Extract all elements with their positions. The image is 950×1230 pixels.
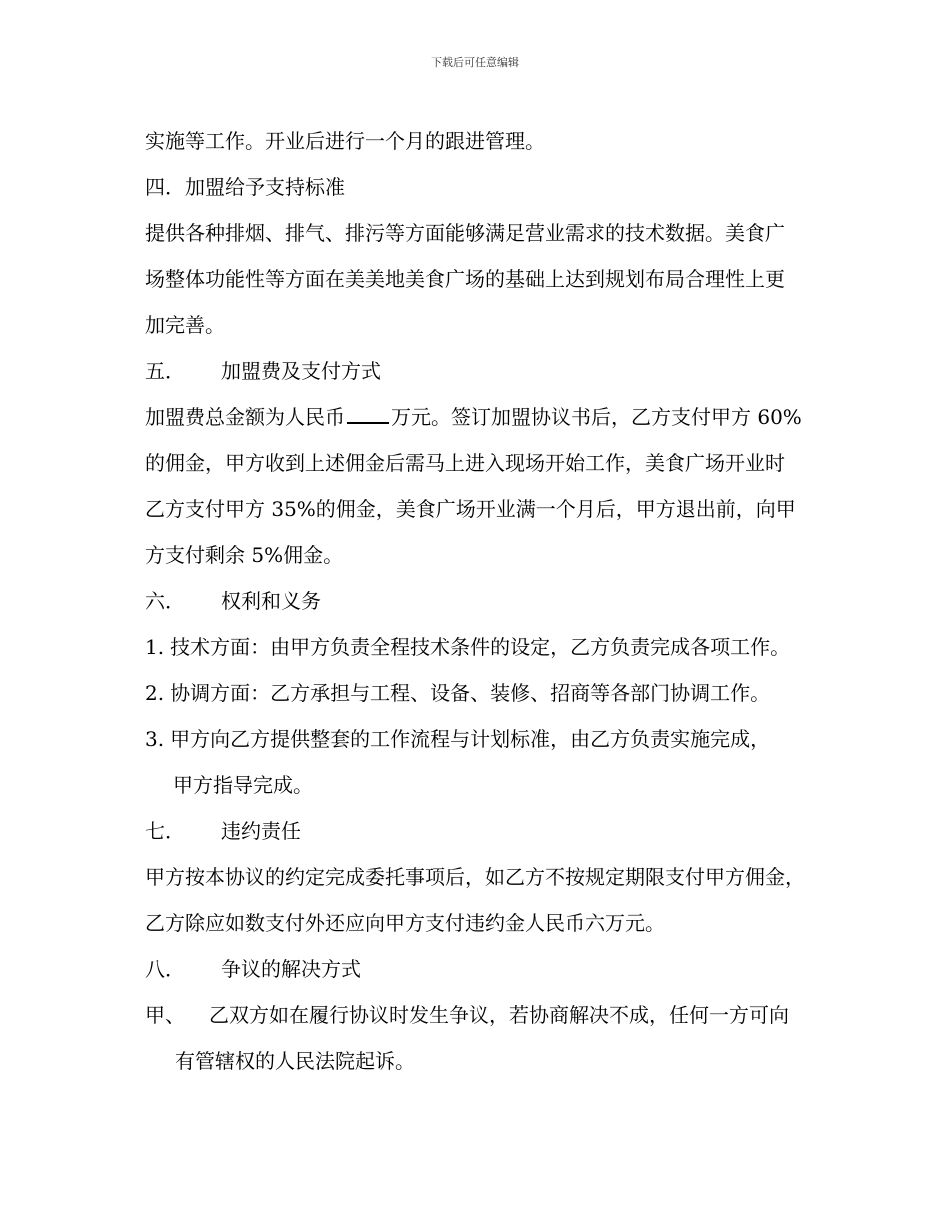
section-title: 争议的解决方式	[221, 957, 361, 981]
section-title: 违约责任	[221, 819, 301, 843]
paragraph-line: 乙方支付甲方 35%的佣金，美食广场开业满一个月后，甲方退出前，向甲	[145, 497, 796, 521]
paragraph-line	[145, 394, 865, 440]
list-item	[145, 670, 865, 716]
section-number: 七．	[145, 819, 185, 843]
document-body	[145, 118, 865, 1084]
section-heading-5	[145, 348, 865, 394]
section-heading-8	[145, 946, 865, 992]
section-heading-7	[145, 808, 865, 854]
section-number: 六．	[145, 589, 185, 613]
paragraph-line: 甲方按本协议的约定完成委托事项后，如乙方不按规定期限支付甲方佣金，	[145, 865, 805, 889]
paragraph-line: 提供各种排烟、排气、排污等方面能够满足营业需求的技术数据。美食广	[145, 221, 785, 245]
text-segment: 加盟费总金额为人民币	[145, 405, 345, 429]
list-number: 1.	[145, 635, 165, 659]
text-segment: 甲、	[145, 1003, 185, 1027]
section-title: 权利和义务	[221, 589, 321, 613]
text-segment: 乙双方如在履行协议时发生争议，若协商解决不成，任何一方可向	[209, 1003, 789, 1027]
paragraph-line	[145, 992, 865, 1038]
list-text: 技术方面：由甲方负责全程技术条件的设定，乙方负责完成各项工作。	[170, 635, 791, 659]
paragraph-line: 加完善。	[145, 313, 225, 337]
paragraph-line: 乙方除应如数支付外还应向甲方支付违约金人民币六万元。	[145, 911, 665, 935]
section-number: 八．	[145, 957, 185, 981]
section-number: 五．	[145, 359, 185, 383]
section-heading-6	[145, 578, 865, 624]
paragraph-continuation: 有管辖权的人民法院起诉。	[175, 1049, 415, 1073]
list-item	[145, 624, 865, 670]
list-number: 3.	[145, 727, 165, 751]
list-item	[145, 716, 865, 762]
fill-in-blank	[347, 402, 389, 424]
section-title: 加盟费及支付方式	[221, 359, 381, 383]
paragraph-line: 实施等工作。开业后进行一个月的跟进管理。	[145, 129, 545, 153]
list-number: 2.	[145, 681, 165, 705]
text-segment: 万元。签订加盟协议书后，乙方支付甲方 60%	[391, 405, 802, 429]
section-heading-4: 四．加盟给予支持标准	[145, 175, 345, 199]
paragraph-line: 方支付剩余 5%佣金。	[145, 543, 344, 567]
list-text: 甲方向乙方提供整套的工作流程与计划标准，由乙方负责实施完成，	[170, 727, 771, 751]
list-text: 协调方面：乙方承担与工程、设备、装修、招商等各部门协调工作。	[170, 681, 771, 705]
paragraph-line: 场整体功能性等方面在美美地美食广场的基础上达到规划布局合理性上更	[145, 267, 785, 291]
paragraph-line: 的佣金，甲方收到上述佣金后需马上进入现场开始工作，美食广场开业时	[145, 451, 785, 475]
page-header: 下载后可任意编辑	[431, 56, 519, 69]
list-item-continuation: 甲方指导完成。	[173, 773, 313, 797]
